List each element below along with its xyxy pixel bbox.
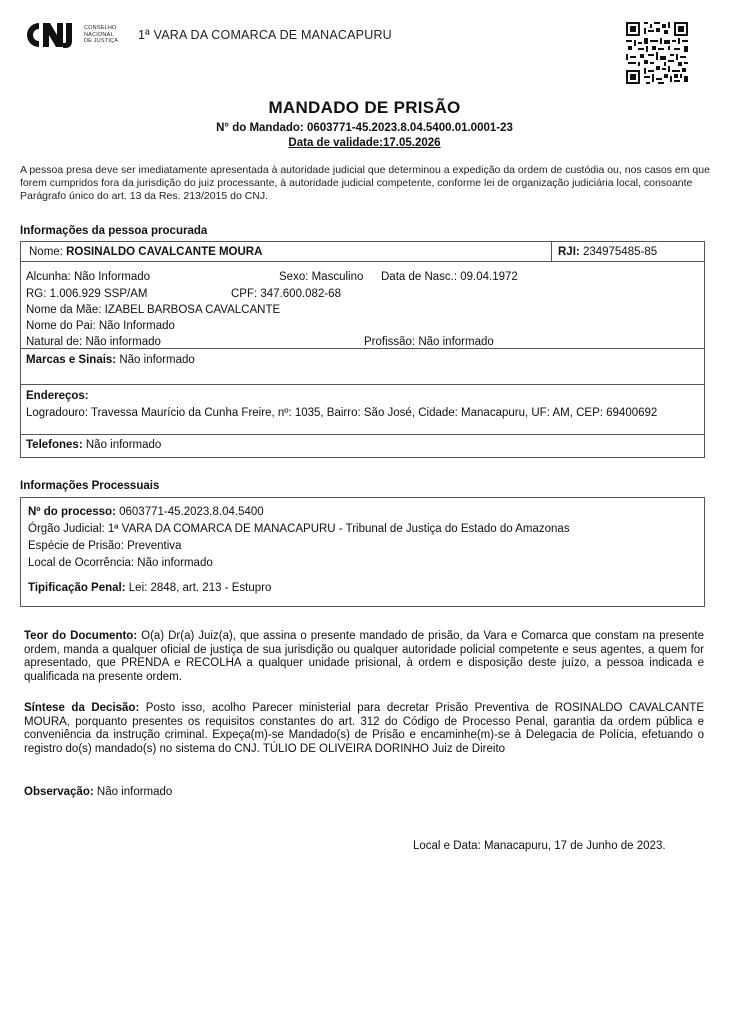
logo-sub-line-1: CONSELHO	[84, 25, 117, 32]
observation-line	[24, 786, 704, 800]
sexo-field: Sexo: Masculino	[279, 271, 364, 283]
address-value: Logradouro: Travessa Maurício da Cunha Freire, nº: 1035, Bairro: São José, Cidade: Manacapuru, UF: AM, CEP: 69400692	[26, 407, 658, 419]
cnj-logo	[24, 20, 118, 50]
intro-paragraph: A pessoa presa deve ser imediatamente apresentada à autoridade judicial que determinou a expedição da ordem de custódia ou, nos casos em que forem cumpridos fora da jurisdição do juiz processante, à autoridade judicial competente, conforme lei de organização judiciária local, consoante Parágrafo único do art. 13 da Res. 213/2015 do CNJ.	[20, 164, 710, 202]
process-info-box	[20, 497, 705, 607]
cnj-logo-text: CNJ	[52, 37, 54, 38]
place-and-date: Local e Data: Manacapuru, 17 de Junho de 2023.	[413, 840, 666, 852]
document-title: MANDADO DE PRISÃO	[268, 98, 461, 117]
rg-field: RG: 1.006.929 SSP/AM	[26, 288, 148, 300]
decision-summary-text: Posto isso, acolho Parecer ministerial para decretar Prisão Preventiva de ROSINALDO CAVALCANTE MOURA, porquanto presentes os requisitos constantes do art. 312 do Código de Processo Penal, garantia da ordem pública e conveniência da instrução criminal. Expeça(m)-se Mandado(s) de Prisão e encaminhe(m)-se à Delegacia de Polícia, efetuando o registro do(s) mandado(s) no sistema do CNJ. TÚLIO DE OLIVEIRA DORINHO Juiz de Direito	[24, 702, 704, 755]
name-rji-divider	[551, 242, 552, 261]
person-details-row	[21, 261, 704, 348]
logo-sub-line-3: DE JUSTIÇA	[84, 38, 119, 45]
person-name-label: Nome:	[29, 246, 63, 258]
rji-value: 234975485-85	[582, 246, 658, 258]
penal-typification-field	[28, 581, 271, 595]
addresses-row	[21, 384, 704, 434]
process-number-label: Nº do processo:	[28, 506, 116, 518]
mother-name-field: Nome da Mãe: IZABEL BARBOSA CAVALCANTE	[26, 304, 281, 316]
document-header	[24, 20, 704, 100]
penal-typification-value: Lei: 2848, art. 213 - Estupro	[128, 582, 272, 594]
validity-date: Data de validade:17.05.2026	[288, 137, 441, 149]
mandado-number: 0603771-45.2023.8.04.5400.01.0001-23	[306, 122, 513, 134]
profession-field: Profissão: Não informado	[364, 336, 494, 348]
mandado-number-label: N° do Mandado:	[216, 122, 304, 134]
addresses-label	[26, 389, 89, 403]
decision-summary-paragraph	[24, 702, 704, 756]
marks-value: Não informado	[119, 354, 195, 366]
phones-label: Telefones:	[26, 439, 83, 451]
father-name-field: Nome do Pai: Não Informado	[26, 320, 175, 332]
phones-value: Não informado	[85, 439, 162, 451]
marks-label: Marcas e Sinais:	[26, 354, 117, 366]
document-content-paragraph	[24, 630, 704, 684]
court-name: 1ª VARA DA COMARCA DE MANACAPURU	[138, 28, 392, 42]
rji-label: RJI:	[558, 246, 580, 258]
addresses-label-text: Endereços:	[26, 390, 89, 402]
qr-code-icon	[624, 20, 690, 86]
phones-field	[26, 438, 161, 452]
occurrence-place-field: Local de Ocorrência: Não informado	[28, 557, 213, 569]
mandado-number-line	[0, 122, 729, 134]
marks-row	[21, 348, 704, 384]
logo-sub-line-2: NACIONAL	[84, 31, 114, 38]
process-section-title: Informações Processuais	[20, 480, 160, 492]
birthplace-field: Natural de: Não informado	[26, 336, 161, 348]
content-text: O(a) Dr(a) Juiz(a), que assina o presente mandado de prisão, da Vara e Comarca que constam na presente ordem, manda a qualquer oficial de justiça de sua jurisdição ou qualquer autoridade policial competente e seus agentes, a quem for apresentado, que PRENDA e RECOLHA a qualquer unidade prisional, à ordem e disposição deste juízo, a pessoa indicada e qualificada na presente ordem.	[24, 630, 704, 683]
cnj-logo-subtitle	[84, 25, 118, 45]
phones-row	[21, 434, 704, 458]
person-name-field	[29, 245, 262, 259]
person-section-title: Informações da pessoa procurada	[20, 225, 208, 237]
alcunha-field: Alcunha: Não Informado	[26, 271, 151, 283]
cpf-field: CPF: 347.600.082-68	[231, 288, 341, 300]
content-label: Teor do Documento:	[24, 630, 138, 642]
validity-line	[0, 137, 729, 149]
cnj-logo-icon	[24, 20, 80, 50]
penal-typification-label: Tipificação Penal:	[28, 582, 126, 594]
rji-field	[558, 245, 657, 259]
judicial-organ-field: Órgão Judicial: 1ª VARA DA COMARCA DE MANACAPURU - Tribunal de Justiça do Estado do Amazonas	[28, 523, 570, 535]
observation-value: Não informado	[96, 786, 173, 798]
person-info-box	[20, 241, 705, 458]
process-number: 0603771-45.2023.8.04.5400	[119, 506, 264, 518]
person-name: ROSINALDO CAVALCANTE MOURA	[66, 246, 263, 258]
arrest-type-field: Espécie de Prisão: Preventiva	[28, 540, 182, 552]
process-number-field	[28, 505, 264, 519]
observation-label: Observação:	[24, 786, 94, 798]
decision-summary-label: Síntese da Decisão:	[24, 702, 140, 714]
birth-date-field: Data de Nasc.: 09.04.1972	[381, 271, 518, 283]
marks-field	[26, 353, 195, 367]
